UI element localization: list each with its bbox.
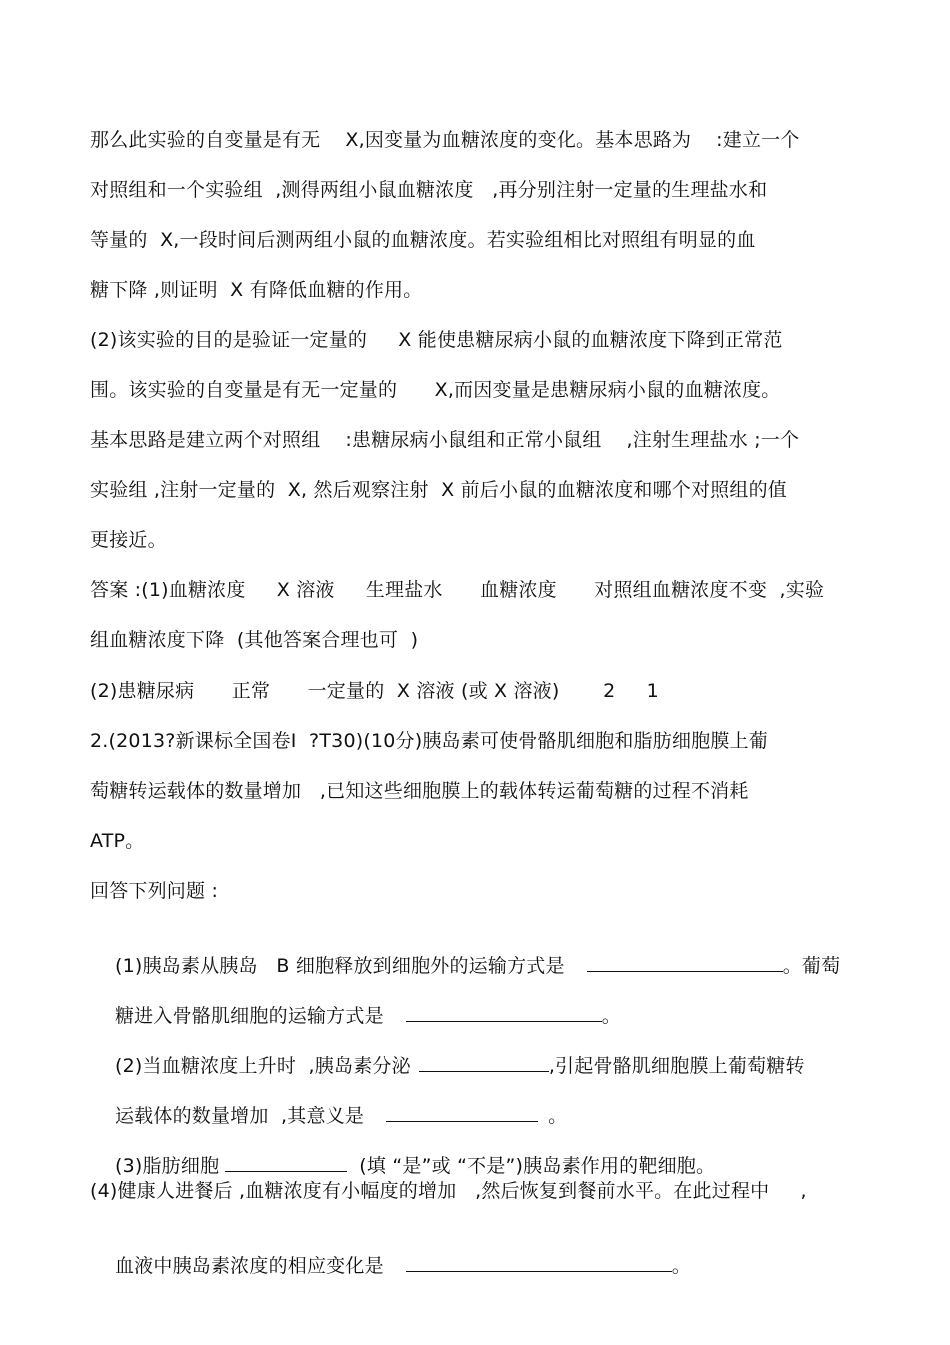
question-header-line: 萄糖转运载体的数量增加 ,已知这些细胞膜上的载体转运葡萄糖的过程不消耗 [90,780,749,802]
paragraph-line: (2)该实验的目的是验证一定量的 X 能使患糖尿病小鼠的血糖浓度下降到正常范 [90,329,783,351]
answer-blank [406,1003,602,1022]
question-text: 。 [548,1105,568,1127]
paragraph-line: 等量的 X,一段时间后测两组小鼠的血糖浓度。若实验组相比对照组有明显的血 [90,229,756,251]
paragraph-line: 更接近。 [90,529,167,551]
question-text: ,引起骨骼肌细胞膜上葡萄糖转 [548,1055,805,1077]
question-text: 。 [671,1255,691,1277]
question-header-line: ATP。 [90,830,145,852]
question-text: 。葡萄 [782,955,841,977]
question-text: (填 “是”或 “不是”)胰岛素作用的靶细胞。 [359,1155,716,1177]
answer-blank [386,1103,538,1122]
question-header-line: 2.(2013?新课标全国卷Ⅰ ?T30)(10分)胰岛素可使骨骼肌细胞和脂肪细胞膜上葡 [90,730,768,752]
answer-blank [587,953,783,972]
paragraph-line: 基本思路是建立两个对照组 :患糖尿病小鼠组和正常小鼠组 ,注射生理盐水 ;一个 [90,429,800,451]
answer-line: (2)患糖尿病 正常 一定量的 X 溶液 (或 X 溶液) 2 1 [90,680,659,702]
paragraph-line: 围。该实验的自变量是有无一定量的 X,而因变量是患糖尿病小鼠的血糖浓度。 [90,379,781,401]
paragraph-line: 对照组和一个实验组 ,测得两组小鼠血糖浓度 ,再分别注射一定量的生理盐水和 [90,179,768,201]
question-text: (2)当血糖浓度上升时 ,胰岛素分泌 [114,1055,411,1077]
paragraph-line: 那么此实验的自变量是有无 X,因变量为血糖浓度的变化。基本思路为 :建立一个 [90,129,800,151]
answer-blank [419,1053,549,1072]
question-text: 运载体的数量增加 ,其意义是 [114,1105,365,1127]
question-text: 。 [601,1005,621,1027]
answer-blank [225,1153,347,1172]
question-4-line-2 [90,1229,691,1302]
answer-blank [406,1253,672,1272]
paragraph-line: 糖下降 ,则证明 X 有降低血糖的作用。 [90,279,423,301]
question-text: (1)胰岛素从胰岛 B 细胞释放到细胞外的运输方式是 [114,955,565,977]
question-text: 糖进入骨骼肌细胞的运输方式是 [114,1005,384,1027]
answer-line: 组血糖浓度下降 (其他答案合理也可 ) [90,629,419,651]
answer-line: 答案 :(1)血糖浓度 X 溶液 生理盐水 血糖浓度 对照组血糖浓度不变 ,实验 [90,579,825,601]
question-text: 血液中胰岛素浓度的相应变化是 [114,1255,384,1277]
question-4-line-1: (4)健康人进餐后 ,血糖浓度有小幅度的增加 ,然后恢复到餐前水平。在此过程中 , [90,1180,807,1202]
instruction-line: 回答下列问题 : [90,880,219,902]
paragraph-line: 实验组 ,注射一定量的 X, 然后观察注射 X 前后小鼠的血糖浓度和哪个对照组的值 [90,479,787,501]
question-text: (3)脂肪细胞 [114,1155,220,1177]
